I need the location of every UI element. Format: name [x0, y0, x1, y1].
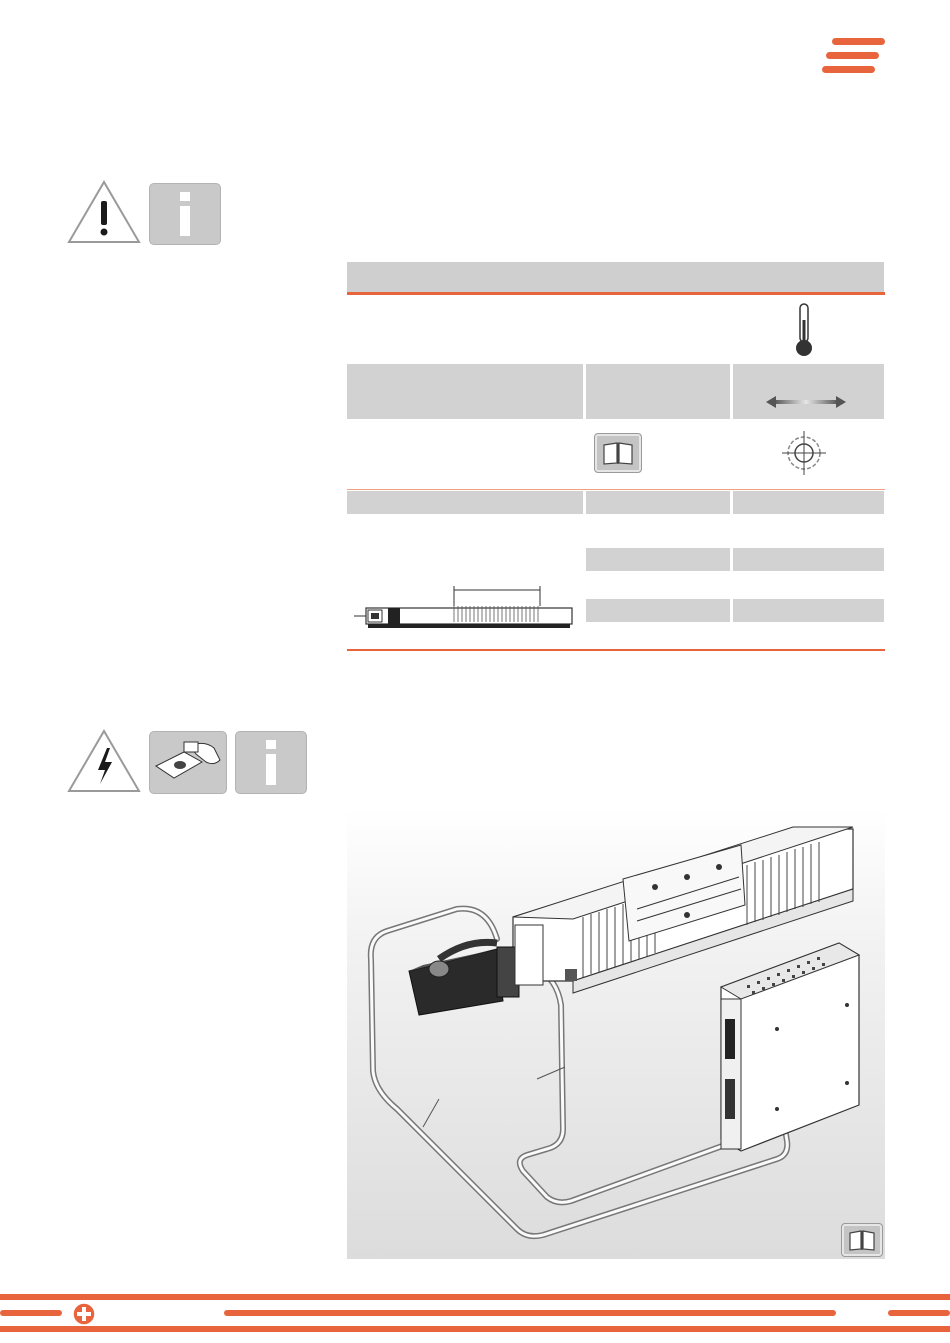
table-row1-col2 [586, 364, 730, 419]
table-row1-col1 [347, 364, 583, 419]
table-row4-col3 [733, 599, 884, 622]
footer-line-mid [224, 1310, 836, 1316]
thermometer-icon [792, 302, 816, 358]
brand-bar-2 [826, 52, 879, 59]
table-row4-col2 [586, 599, 730, 622]
brand-bar-3 [822, 66, 875, 73]
linear-drive-sketch [354, 584, 576, 632]
info-icon-2 [235, 731, 307, 794]
arrow-range-icon [764, 394, 848, 410]
table-row3-col3 [733, 548, 884, 571]
footer-line-right [888, 1310, 950, 1316]
table-row2-col3 [733, 491, 884, 514]
table-row2-col2 [586, 491, 730, 514]
info-icon [149, 183, 221, 245]
table-row3-col2 [586, 548, 730, 571]
table-header-bar [347, 262, 884, 292]
footer-line-bottom [0, 1326, 950, 1332]
table-mid-rule [347, 489, 885, 490]
figure-manual-book-icon[interactable] [841, 1223, 883, 1257]
table-bottom-rule [347, 649, 885, 651]
manual-book-icon[interactable] [594, 433, 642, 473]
linear-drive-figure [347, 809, 885, 1259]
footer-bar [0, 1294, 950, 1334]
table-top-rule [347, 292, 885, 295]
footer-line-left [0, 1310, 62, 1316]
brand-bar-1 [832, 38, 885, 45]
footer-line-top [0, 1294, 950, 1300]
warning-triangle-icon [66, 179, 142, 245]
target-crosshair-icon [780, 430, 828, 476]
electric-shock-warning-icon [66, 728, 142, 794]
brand-logo [820, 36, 890, 78]
drive-assembly-drawing [347, 809, 885, 1259]
table-row1-col3 [733, 364, 884, 419]
plus-circle-icon[interactable] [72, 1302, 96, 1326]
table-row2-col1 [347, 491, 583, 514]
grounding-terminal-icon [149, 731, 227, 794]
